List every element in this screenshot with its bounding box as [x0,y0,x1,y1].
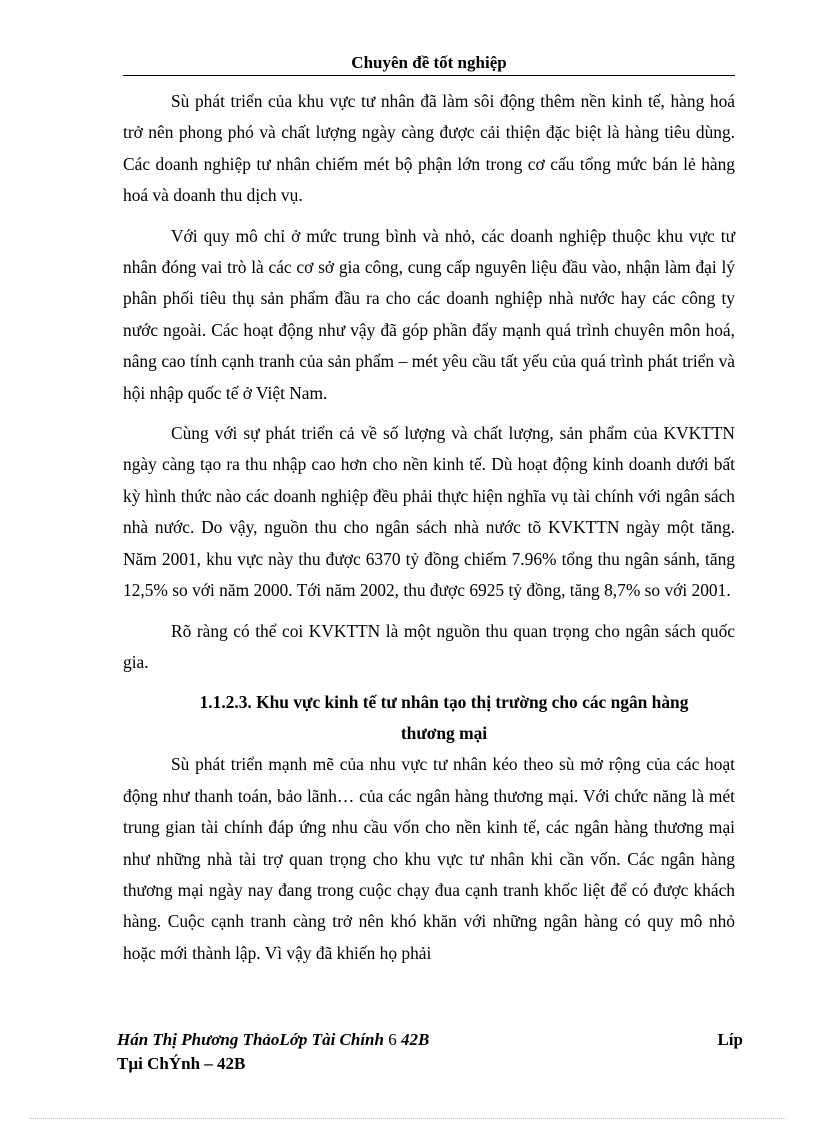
footer-right-label: Líp [717,1030,743,1049]
paragraph-4: Rõ ràng có thể coi KVKTTN là một nguồn thu quan trọng cho ngân sách quốc gia. [123,620,735,672]
footer-class-code: 42B [396,1030,430,1049]
footer-line-1 [117,1028,743,1052]
paragraph-3: Cùng với sự phát triển cả về số lượng và chất lượng, sản phẩm của KVKTTN ngày càng tạo ra thu nhập cao hơn cho nền kinh tế. Dù hoạt động kinh doanh dưới bất kỳ hình thức nào các doanh nghiệp đều phải thực hiện nghĩa vụ tài chính với ngân sách nhà nước. Do vậy, nguồn thu cho ngân sách nhà nước tõ KVKTTN ngày một tăng. Năm 2001, khu vực này thu được 6370 tỷ đồng chiếm 7.96% tổng thu ngân sánh, tăng 12,5% so với năm 2000. Tới năm 2002, thu được 6925 tỷ đồng, tăng 8,7% so với 2001. [123,423,735,601]
section-paragraph: Sù phát triển mạnh mẽ của nhu vực tư nhân kéo theo sù mở rộng của các hoạt động như thanh toán, bảo lãnh… của các ngân hàng thương mại. Với chức năng là mét trung gian tài chính đáp ứng nhu cầu vốn cho nền kinh tế, các ngân hàng thương mại như những nhà tài trợ quan trọng cho khu vực tư nhân khi cần vốn. Các ngân hàng thương mại ngày nay đang trong cuộc chạy đua cạnh tranh khốc liệt để có được khách hàng. Cuộc cạnh tranh càng trở nên khó khăn với những ngân hàng có quy mô nhỏ hoặc mới thành lập. Vì vậy đã khiến họ phải [123,754,735,963]
section-heading [123,687,735,749]
paragraph-1: Sù phát triển của khu vực tư nhân đã làm sôi động thêm nền kinh tế, hàng hoá trở nên phong phó và chất lượng ngày càng được cải thiện đặc biệt là hàng tiêu dùng. Các doanh nghiệp tư nhân chiếm mét bộ phận lớn trong cơ cấu tổng mức bán lẻ hàng hoá và doanh thu dịch vụ. [123,91,735,206]
paragraph-2: Với quy mô chỉ ở mức trung bình và nhỏ, các doanh nghiệp thuộc khu vực tư nhân đóng vai trò là các cơ sở gia công, cung cấp nguyên liệu đầu vào, nhận làm đại lý phân phối tiêu thụ sản phẩm đầu ra cho các doanh nghiệp nhà nước hay các công ty nước ngoài. Các hoạt động như vậy đã góp phần đẩy mạnh quá trình chuyên môn hoá, nâng cao tính cạnh tranh của sản phẩm – mét yêu cầu tất yếu của quá trình phát triển và hội nhập quốc tế ở Việt Nam. [123,225,735,403]
page-bottom-dotted-rule [30,1118,786,1119]
footer-line-2: Tµi ChÝnh – 42B [117,1054,246,1073]
section-heading-line-2: thương mại [400,723,488,744]
footer-symbol: 6 [388,1030,397,1049]
footer-author-class: Hán Thị Phương ThảoLớp Tài Chính [117,1030,389,1049]
page-header-title: Chuyên đề tốt nghiệp [351,53,507,72]
page-footer [117,1028,743,1076]
header-divider [123,75,735,76]
section-heading-line-1: 1.1.2.3. Khu vực kinh tế tư nhân tạo thị trường cho các ngân hàng [199,692,689,713]
document-body [123,86,735,978]
